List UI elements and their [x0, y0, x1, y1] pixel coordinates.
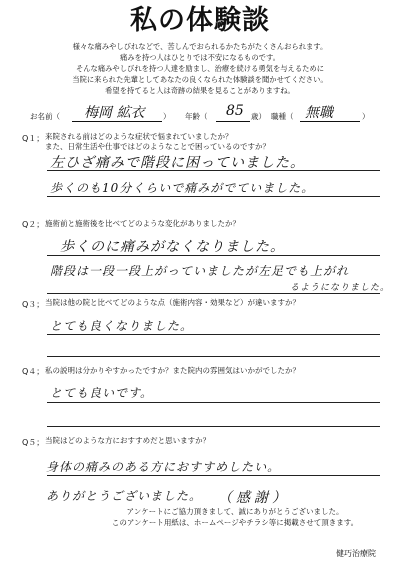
- answer-line: とても良くなりました。: [50, 319, 194, 333]
- thanks-note: （感謝）: [218, 490, 290, 506]
- job-close: ）: [362, 112, 370, 121]
- question-number: Q４；: [22, 367, 45, 376]
- age-label: 年齢（: [185, 112, 208, 121]
- intro-text: [20, 41, 380, 96]
- answer-rule: [47, 475, 380, 476]
- answer-line: 歩くのに痛みがなくなりました。: [60, 239, 285, 255]
- question-line: 当院はどのような方におすすめだと思いますか？: [45, 436, 211, 445]
- question-line: 私の説明は分かりやすかったですか？また院内の雰囲気はいかがでしたか？: [45, 366, 300, 375]
- job-label: 職種（: [271, 112, 294, 121]
- answer-rule: [47, 334, 380, 335]
- answer-line: とても良いです。: [50, 386, 154, 400]
- answer-rule: [47, 170, 380, 171]
- intro-line: そんな痛みやしびれを持つ人達を励まし、治療を続ける勇気を与えるために: [75, 64, 325, 73]
- answer-rule: [47, 426, 380, 427]
- question-line: 施術前と施術後を比べてどのような変化がありましたか？: [45, 219, 240, 228]
- intro-line: 様々な痛みやしびれなどで、苦しんでおられるかたちがたくさんおられます。: [72, 42, 328, 51]
- answer-line: 歩くのも10分くらいで痛みがでていました。: [50, 181, 315, 195]
- answer-line: 左ひざ痛みで階段に困っていました。: [50, 155, 305, 171]
- intro-line: 希望を持てると人は奇跡の結果を見ることがありますね。: [105, 86, 295, 95]
- question-text: [45, 366, 300, 376]
- name-underline: [72, 121, 162, 122]
- job-underline: [300, 121, 360, 122]
- clinic-name: 健巧治療院: [336, 549, 376, 558]
- question-line: 来院される前はどのような症状で悩まれていましたか？: [45, 132, 233, 141]
- age-unit: 歳）: [251, 112, 266, 121]
- question-text: [45, 219, 240, 229]
- name-value: 梅岡 絋衣: [84, 105, 145, 121]
- answer-rule: [47, 402, 380, 403]
- answer-rule: [47, 293, 380, 294]
- answer-rule: [47, 196, 380, 197]
- question-line: 当院は他の院と比べてどのような点（施術内容・効果など）が違いますか？: [45, 298, 300, 307]
- footer-note: [90, 506, 380, 528]
- age-underline: [216, 121, 250, 122]
- answer-rule: [47, 356, 380, 357]
- question-text: [45, 298, 300, 308]
- footer-line: アンケートにご協力頂きまして、誠にありがとうございました。: [126, 507, 344, 516]
- page-title: 私の体験談: [130, 5, 270, 36]
- answer-line: 階段は一段一段上がっていましたが左足でも上がれ: [50, 264, 350, 278]
- name-label: お名前（: [30, 112, 60, 121]
- intro-line: 当院に来られた先輩としてあなたの良くなられた体験談を聞かせてください。: [72, 75, 328, 84]
- job-value: 無職: [305, 105, 333, 121]
- intro-line: 痛みを持つ人はひとりでは不安になるものです。: [120, 53, 280, 62]
- age-value: 85: [226, 103, 244, 119]
- answer-rule: [47, 255, 380, 256]
- footer-line: このアンケート用紙は、ホームページやチラシ等に掲載させて頂きます。: [111, 518, 359, 527]
- name-close: ）: [163, 112, 171, 121]
- question-number: Q３；: [22, 300, 45, 309]
- question-number: Q５；: [22, 438, 45, 447]
- answer-line: るようになりました。: [290, 283, 391, 293]
- answer-line: ありがとうございました。: [46, 489, 203, 503]
- question-number: Q２；: [22, 220, 45, 229]
- question-line: また、日常生活や仕事ではどのようなことで困っているのですか？: [45, 142, 270, 151]
- question-text: [45, 132, 270, 152]
- question-number: Q１；: [22, 134, 45, 143]
- answer-line: 身体の痛みのある方におすすめしたい。: [46, 460, 281, 474]
- question-text: [45, 436, 210, 446]
